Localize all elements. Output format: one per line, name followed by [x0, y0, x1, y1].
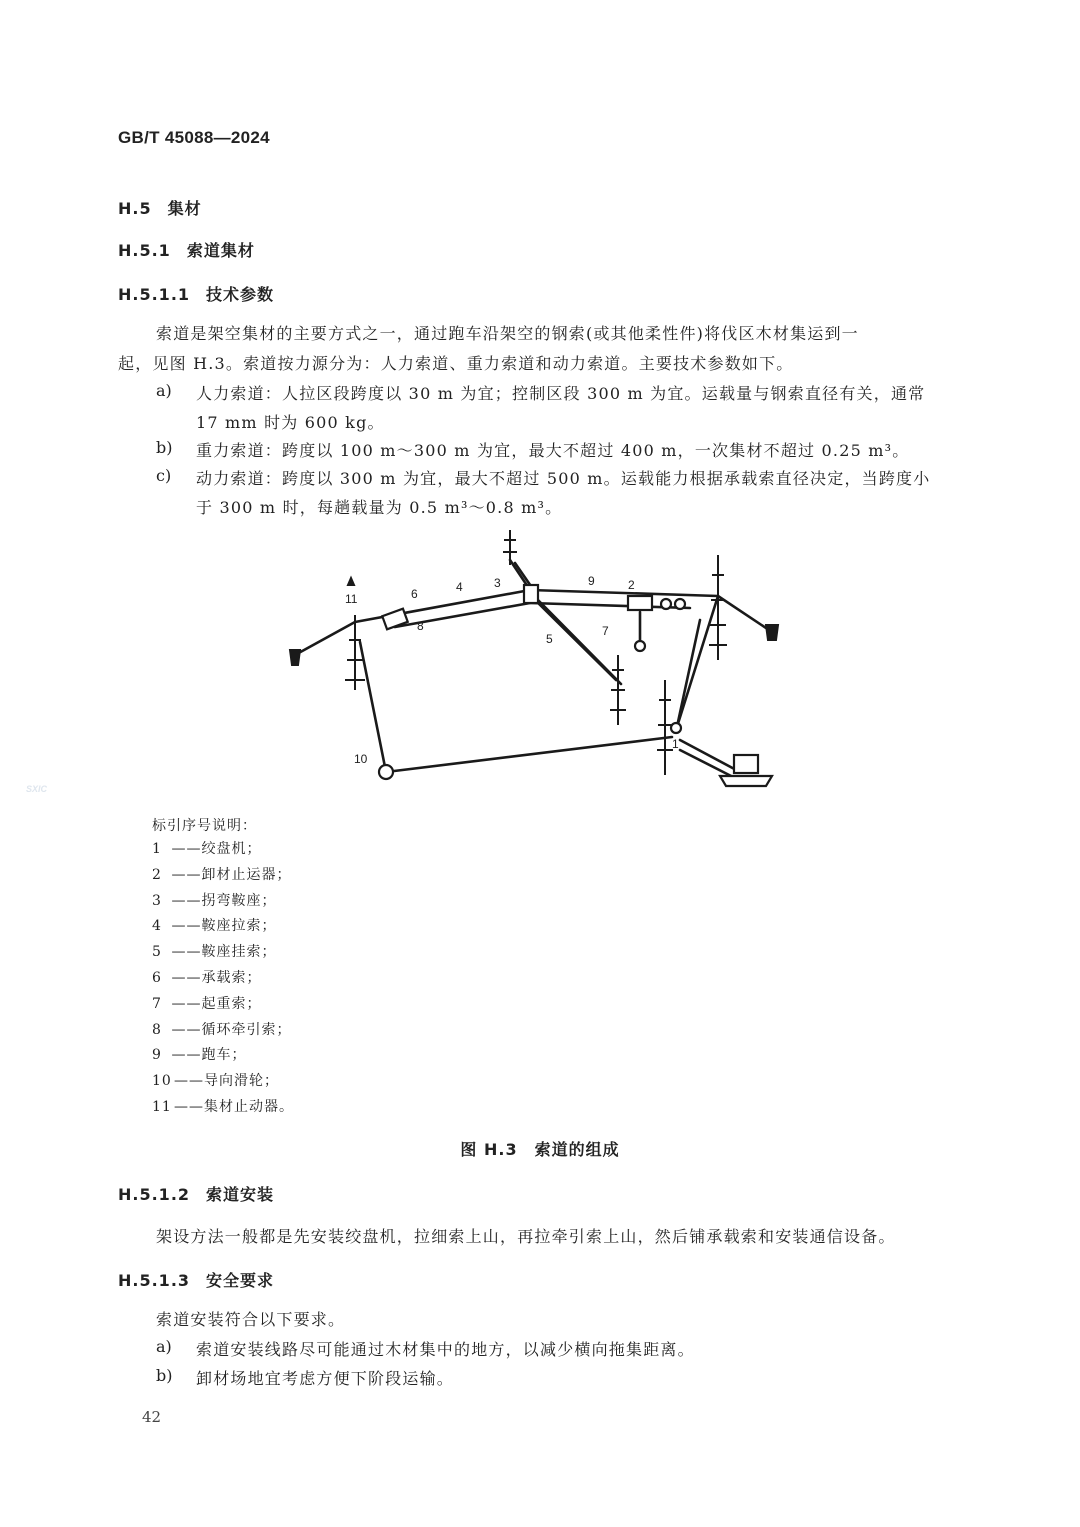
tree-11-top — [348, 578, 354, 585]
legend-text: ——鞍座拉索； — [171, 918, 277, 935]
winch-box — [734, 755, 758, 773]
legend-text: ——集材止动器。 — [174, 1098, 294, 1115]
callout-7: 7 — [602, 624, 609, 638]
top-tree — [503, 530, 517, 565]
legend-text: ——承载索； — [171, 969, 262, 986]
haul-rope-left — [395, 603, 530, 627]
section-number: H.5.1 — [118, 241, 171, 260]
callout-10: 10 — [354, 752, 368, 766]
legend-num: 3 — [152, 892, 162, 909]
safety-b-label: b) — [156, 1366, 173, 1385]
section-h512-heading — [118, 1182, 274, 1205]
legend-title: 标引序号说明： — [152, 818, 257, 834]
left-anchor-rope — [295, 622, 355, 655]
callout-4: 4 — [456, 580, 463, 594]
legend-num: 6 — [152, 969, 162, 986]
legend-item-11 — [152, 1096, 294, 1122]
legend-item-4 — [152, 915, 294, 941]
turning-saddle — [524, 585, 538, 603]
watermark: SXIC — [26, 784, 48, 794]
callout-5: 5 — [546, 632, 553, 646]
right-down-rope — [676, 596, 718, 730]
legend-text: ——鞍座挂索； — [171, 944, 277, 961]
legend-item-2 — [152, 864, 294, 890]
section-h513-heading — [118, 1268, 274, 1291]
right-spar-tree — [709, 555, 727, 660]
legend-num: 8 — [152, 1021, 162, 1038]
legend-item-6 — [152, 967, 294, 993]
legend-item-8 — [152, 1019, 294, 1045]
legend-list — [152, 838, 294, 1122]
hook — [635, 641, 645, 651]
legend-item-10 — [152, 1070, 294, 1096]
item-c-line-2: 于 300 m 时，每趟载量为 0.5 m³～0.8 m³。 — [196, 498, 563, 517]
legend-num: 1 — [152, 841, 162, 857]
install-text: 架设方法一般都是先安装绞盘机，拉细索上山，再拉牵引索上山，然后铺承载索和安装通信设备。 — [156, 1227, 896, 1246]
callout-3: 3 — [494, 576, 501, 590]
legend-item-5 — [152, 941, 294, 967]
safety-a-text: 索道安装线路尽可能通过木材集中的地方，以减少横向拖集距离。 — [196, 1340, 695, 1359]
section-title: 索道安装 — [206, 1185, 275, 1204]
winch-sled — [720, 776, 772, 786]
right-stump — [766, 625, 778, 640]
legend-num: 4 — [152, 918, 162, 935]
callout-6: 6 — [411, 587, 418, 601]
legend-num: 11 — [152, 1098, 172, 1115]
legend-num: 7 — [152, 995, 162, 1012]
callout-2: 2 — [628, 578, 635, 592]
section-title: 安全要求 — [206, 1271, 275, 1290]
item-b-text: 重力索道：跨度以 100 m～300 m 为宜，最大不超过 400 m，一次集材不超过 0.25 m³。 — [196, 441, 910, 460]
callout-8: 8 — [417, 619, 424, 633]
item-c-label: c) — [156, 466, 172, 485]
item-a-label: a) — [156, 381, 172, 400]
section-number: H.5.1.2 — [118, 1185, 191, 1204]
legend-num: 2 — [152, 866, 162, 883]
middle-tree — [610, 655, 626, 725]
figure-caption: 图 H.3 索道的组成 — [460, 1140, 620, 1159]
item-b-label: b) — [156, 438, 173, 457]
item-c-line-1: 动力索道：跨度以 300 m 为宜，最大不超过 500 m。运载能力根据承载索直径决定，当跨度小 — [196, 469, 931, 488]
legend-text: ——绞盘机； — [171, 841, 262, 857]
legend-text: ——起重索； — [171, 995, 262, 1012]
carriage — [628, 596, 652, 610]
carriage-wheel-1 — [661, 599, 671, 609]
legend-item-7 — [152, 993, 294, 1019]
right-anchor-rope — [718, 596, 772, 632]
winch-pulley — [671, 723, 681, 733]
legend-num: 5 — [152, 944, 162, 961]
section-number: H.5.1.1 — [118, 285, 191, 304]
safety-intro: 索道安装符合以下要求。 — [156, 1310, 346, 1329]
safety-b-text: 卸材场地宜考虑方便下阶段运输。 — [196, 1369, 455, 1388]
section-title: 技术参数 — [206, 285, 275, 304]
page-number: 42 — [142, 1408, 162, 1426]
callout-11: 11 — [345, 592, 358, 606]
item-a-line-2: 17 mm 时为 600 kg。 — [196, 413, 385, 432]
left-stump — [290, 650, 300, 665]
intro-line-1: 索道是架空集材的主要方式之一，通过跑车沿架空的钢索(或其他柔性件)将伐区木材集运到一 — [156, 324, 859, 343]
intro-line-2: 起，见图 H.3。索道按力源分为：人力索道、重力索道和动力索道。主要技术参数如下。 — [118, 354, 794, 373]
safety-a-label: a) — [156, 1337, 172, 1356]
legend-text: ——跑车； — [171, 1047, 247, 1064]
callout-9: 9 — [588, 574, 595, 588]
legend-text: ——卸材止运器； — [171, 866, 292, 883]
legend-num: 9 — [152, 1047, 162, 1064]
standard-code: GB/T 45088—2024 — [118, 128, 270, 147]
callout-1: 1 — [672, 737, 679, 751]
right-down-rope-2 — [678, 620, 700, 722]
section-title: 集材 — [167, 199, 202, 218]
carriage-wheel-2 — [675, 599, 685, 609]
item-a-line-1: 人力索道：人拉区段跨度以 30 m 为宜；控制区段 300 m 为宜。运载量与钢索直径有关，通常 — [196, 384, 926, 403]
legend-item-9 — [152, 1044, 294, 1070]
main-upper-rope — [530, 590, 718, 596]
bottom-return-rope — [386, 737, 672, 772]
carrying-rope — [355, 590, 530, 622]
guide-pulley — [379, 765, 393, 779]
legend-text: ——拐弯鞍座； — [171, 892, 277, 909]
legend-num: 10 — [152, 1073, 172, 1090]
legend-text: ——循环牵引索； — [171, 1021, 292, 1038]
section-title: 索道集材 — [186, 241, 255, 260]
section-number: H.5.1.3 — [118, 1271, 191, 1290]
legend-item-3 — [152, 890, 294, 916]
section-number: H.5 — [118, 199, 152, 218]
legend-item-1 — [152, 838, 294, 864]
legend-text: ——导向滑轮； — [174, 1073, 279, 1090]
